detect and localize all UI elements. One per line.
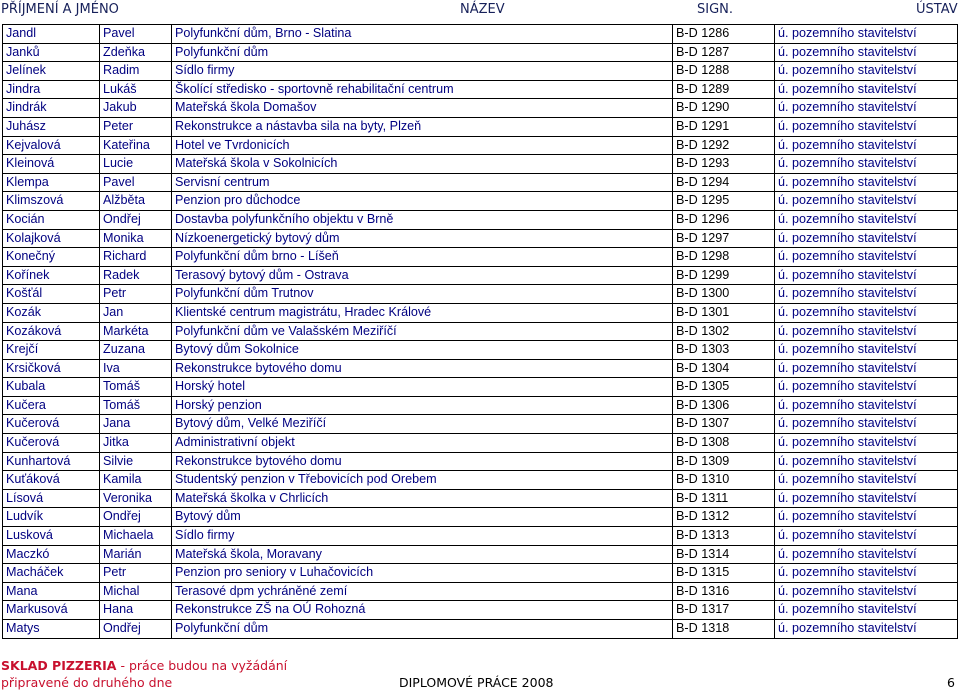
cell-first-name: Kateřina [100, 136, 172, 155]
cell-project-title: Mateřská školka v Chrlicích [172, 489, 673, 508]
cell-first-name: Jakub [100, 99, 172, 118]
cell-institute: ú. pozemního stavitelství [775, 173, 958, 192]
cell-surname: Kučerová [3, 415, 100, 434]
cell-project-title: Polyfunkční dům, Brno - Slatina [172, 25, 673, 44]
cell-institute: ú. pozemního stavitelství [775, 582, 958, 601]
cell-surname: Klempa [3, 173, 100, 192]
table-row [3, 117, 958, 136]
page-number: 6 [947, 675, 955, 690]
cell-surname: Jelínek [3, 62, 100, 81]
cell-signature: B-D 1287 [673, 43, 775, 62]
cell-institute: ú. pozemního stavitelství [775, 266, 958, 285]
cell-institute: ú. pozemního stavitelství [775, 489, 958, 508]
cell-signature: B-D 1310 [673, 471, 775, 490]
cell-first-name: Jan [100, 303, 172, 322]
table-row [3, 582, 958, 601]
cell-first-name: Michal [100, 582, 172, 601]
cell-institute: ú. pozemního stavitelství [775, 155, 958, 174]
cell-institute: ú. pozemního stavitelství [775, 564, 958, 583]
cell-surname: Jindrák [3, 99, 100, 118]
cell-signature: B-D 1316 [673, 582, 775, 601]
cell-first-name: Tomáš [100, 396, 172, 415]
cell-signature: B-D 1311 [673, 489, 775, 508]
cell-signature: B-D 1291 [673, 117, 775, 136]
cell-surname: Janků [3, 43, 100, 62]
cell-signature: B-D 1315 [673, 564, 775, 583]
cell-surname: Kunhartová [3, 452, 100, 471]
table-row [3, 378, 958, 397]
cell-project-title: Administrativní objekt [172, 434, 673, 453]
cell-project-title: Polyfunkční dům [172, 620, 673, 639]
table-row [3, 62, 958, 81]
table-row [3, 136, 958, 155]
thesis-register-table [2, 24, 958, 639]
cell-signature: B-D 1300 [673, 285, 775, 304]
cell-signature: B-D 1295 [673, 192, 775, 211]
cell-institute: ú. pozemního stavitelství [775, 620, 958, 639]
cell-signature: B-D 1290 [673, 99, 775, 118]
cell-signature: B-D 1299 [673, 266, 775, 285]
cell-surname: Kleinová [3, 155, 100, 174]
cell-institute: ú. pozemního stavitelství [775, 62, 958, 81]
cell-first-name: Petr [100, 285, 172, 304]
cell-surname: Matys [3, 620, 100, 639]
cell-project-title: Sídlo firmy [172, 527, 673, 546]
cell-project-title: Sídlo firmy [172, 62, 673, 81]
cell-surname: Kuťáková [3, 471, 100, 490]
cell-project-title: Mateřská škola v Sokolnicích [172, 155, 673, 174]
cell-first-name: Hana [100, 601, 172, 620]
cell-surname: Macháček [3, 564, 100, 583]
cell-project-title: Dostavba polyfunkčního objektu v Brně [172, 210, 673, 229]
cell-signature: B-D 1296 [673, 210, 775, 229]
cell-project-title: Penzion pro seniory v Luhačovicích [172, 564, 673, 583]
cell-signature: B-D 1297 [673, 229, 775, 248]
cell-first-name: Pavel [100, 25, 172, 44]
cell-institute: ú. pozemního stavitelství [775, 248, 958, 267]
cell-signature: B-D 1301 [673, 303, 775, 322]
cell-surname: Klimszová [3, 192, 100, 211]
table-row [3, 322, 958, 341]
cell-project-title: Horský hotel [172, 378, 673, 397]
cell-first-name: Marián [100, 545, 172, 564]
cell-institute: ú. pozemního stavitelství [775, 452, 958, 471]
table-row [3, 601, 958, 620]
cell-signature: B-D 1306 [673, 396, 775, 415]
cell-first-name: Radim [100, 62, 172, 81]
cell-institute: ú. pozemního stavitelství [775, 25, 958, 44]
table-row [3, 527, 958, 546]
cell-institute: ú. pozemního stavitelství [775, 601, 958, 620]
cell-surname: Košťál [3, 285, 100, 304]
cell-signature: B-D 1312 [673, 508, 775, 527]
cell-institute: ú. pozemního stavitelství [775, 229, 958, 248]
cell-surname: Lísová [3, 489, 100, 508]
cell-project-title: Polyfunkční dům brno - Líšeň [172, 248, 673, 267]
table-row [3, 99, 958, 118]
cell-project-title: Mateřská škola Domašov [172, 99, 673, 118]
cell-institute: ú. pozemního stavitelství [775, 136, 958, 155]
cell-surname: Konečný [3, 248, 100, 267]
footer-note-line2: připravené do druhého dne [1, 675, 173, 690]
cell-first-name: Markéta [100, 322, 172, 341]
cell-first-name: Iva [100, 359, 172, 378]
table-row [3, 489, 958, 508]
column-header-name: PŘÍJMENÍ A JMÉNO [1, 2, 119, 17]
cell-institute: ú. pozemního stavitelství [775, 378, 958, 397]
cell-first-name: Lucie [100, 155, 172, 174]
cell-surname: Kozák [3, 303, 100, 322]
table-row [3, 80, 958, 99]
footer-note-rest: - práce budou na vyžádání [116, 658, 288, 673]
footer-note-bold: SKLAD PIZZERIA [1, 658, 117, 673]
table-row [3, 303, 958, 322]
cell-institute: ú. pozemního stavitelství [775, 285, 958, 304]
cell-signature: B-D 1288 [673, 62, 775, 81]
table-row [3, 173, 958, 192]
cell-project-title: Servisní centrum [172, 173, 673, 192]
cell-institute: ú. pozemního stavitelství [775, 43, 958, 62]
cell-first-name: Kamila [100, 471, 172, 490]
cell-project-title: Terasové dpm ychráněné zemí [172, 582, 673, 601]
cell-signature: B-D 1314 [673, 545, 775, 564]
cell-institute: ú. pozemního stavitelství [775, 527, 958, 546]
cell-surname: Lusková [3, 527, 100, 546]
cell-project-title: Mateřská škola, Moravany [172, 545, 673, 564]
cell-signature: B-D 1309 [673, 452, 775, 471]
cell-signature: B-D 1305 [673, 378, 775, 397]
cell-first-name: Radek [100, 266, 172, 285]
cell-signature: B-D 1293 [673, 155, 775, 174]
cell-project-title: Nízkoenergetický bytový dům [172, 229, 673, 248]
cell-institute: ú. pozemního stavitelství [775, 303, 958, 322]
cell-first-name: Veronika [100, 489, 172, 508]
table-row [3, 434, 958, 453]
cell-project-title: Studentský penzion v Třebovicích pod Orebem [172, 471, 673, 490]
cell-institute: ú. pozemního stavitelství [775, 210, 958, 229]
cell-surname: Ludvík [3, 508, 100, 527]
cell-first-name: Petr [100, 564, 172, 583]
cell-first-name: Michaela [100, 527, 172, 546]
cell-surname: Kučera [3, 396, 100, 415]
cell-project-title: Polyfunkční dům ve Valašském Meziříčí [172, 322, 673, 341]
table-row [3, 248, 958, 267]
table-row [3, 155, 958, 174]
cell-first-name: Silvie [100, 452, 172, 471]
cell-first-name: Monika [100, 229, 172, 248]
cell-institute: ú. pozemního stavitelství [775, 508, 958, 527]
cell-first-name: Richard [100, 248, 172, 267]
table-row [3, 341, 958, 360]
table-row [3, 229, 958, 248]
cell-signature: B-D 1294 [673, 173, 775, 192]
cell-surname: Kučerová [3, 434, 100, 453]
table-row [3, 545, 958, 564]
cell-surname: Kubala [3, 378, 100, 397]
cell-signature: B-D 1317 [673, 601, 775, 620]
table-row [3, 471, 958, 490]
cell-signature: B-D 1308 [673, 434, 775, 453]
footer-note-line1 [1, 658, 287, 673]
cell-signature: B-D 1303 [673, 341, 775, 360]
cell-institute: ú. pozemního stavitelství [775, 80, 958, 99]
cell-surname: Jandl [3, 25, 100, 44]
cell-surname: Kořínek [3, 266, 100, 285]
cell-first-name: Ondřej [100, 210, 172, 229]
cell-project-title: Rekonstrukce ZŠ na OÚ Rohozná [172, 601, 673, 620]
cell-institute: ú. pozemního stavitelství [775, 471, 958, 490]
cell-project-title: Penzion pro důchodce [172, 192, 673, 211]
cell-project-title: Bytový dům Sokolnice [172, 341, 673, 360]
column-header-sign: SIGN. [697, 2, 734, 17]
cell-signature: B-D 1298 [673, 248, 775, 267]
cell-institute: ú. pozemního stavitelství [775, 434, 958, 453]
cell-first-name: Zdeňka [100, 43, 172, 62]
cell-institute: ú. pozemního stavitelství [775, 99, 958, 118]
cell-project-title: Rekonstrukce bytového domu [172, 359, 673, 378]
cell-first-name: Zuzana [100, 341, 172, 360]
table-row [3, 508, 958, 527]
cell-surname: Krsičková [3, 359, 100, 378]
cell-surname: Kolajková [3, 229, 100, 248]
cell-signature: B-D 1292 [673, 136, 775, 155]
table-row [3, 452, 958, 471]
table-row [3, 620, 958, 639]
cell-surname: Krejčí [3, 341, 100, 360]
cell-institute: ú. pozemního stavitelství [775, 415, 958, 434]
cell-surname: Maczkó [3, 545, 100, 564]
cell-signature: B-D 1302 [673, 322, 775, 341]
cell-surname: Kejvalová [3, 136, 100, 155]
cell-first-name: Jitka [100, 434, 172, 453]
cell-institute: ú. pozemního stavitelství [775, 545, 958, 564]
cell-project-title: Rekonstrukce a nástavba sila na byty, Plzeň [172, 117, 673, 136]
column-header-institute: ÚSTAV [916, 2, 958, 17]
table-row [3, 192, 958, 211]
cell-project-title: Horský penzion [172, 396, 673, 415]
cell-institute: ú. pozemního stavitelství [775, 322, 958, 341]
cell-first-name: Pavel [100, 173, 172, 192]
cell-first-name: Alžběta [100, 192, 172, 211]
cell-project-title: Rekonstrukce bytového domu [172, 452, 673, 471]
cell-signature: B-D 1286 [673, 25, 775, 44]
cell-surname: Kozáková [3, 322, 100, 341]
cell-signature: B-D 1289 [673, 80, 775, 99]
cell-first-name: Jana [100, 415, 172, 434]
cell-project-title: Polyfunkční dům [172, 43, 673, 62]
column-header-bar [0, 0, 960, 20]
cell-first-name: Ondřej [100, 508, 172, 527]
table-row [3, 359, 958, 378]
cell-surname: Kocián [3, 210, 100, 229]
cell-project-title: Klientské centrum magistrátu, Hradec Králové [172, 303, 673, 322]
cell-institute: ú. pozemního stavitelství [775, 396, 958, 415]
column-header-title: NÁZEV [460, 2, 505, 17]
table-body [3, 25, 958, 639]
cell-project-title: Bytový dům [172, 508, 673, 527]
cell-first-name: Ondřej [100, 620, 172, 639]
cell-project-title: Školící středisko - sportovně rehabilitační centrum [172, 80, 673, 99]
cell-first-name: Peter [100, 117, 172, 136]
cell-project-title: Hotel ve Tvrdonicích [172, 136, 673, 155]
page-footer [0, 654, 960, 692]
cell-surname: Mana [3, 582, 100, 601]
cell-project-title: Terasový bytový dům - Ostrava [172, 266, 673, 285]
cell-surname: Jindra [3, 80, 100, 99]
cell-institute: ú. pozemního stavitelství [775, 192, 958, 211]
cell-signature: B-D 1307 [673, 415, 775, 434]
table-row [3, 415, 958, 434]
table-row [3, 564, 958, 583]
table-row [3, 266, 958, 285]
cell-project-title: Polyfunkční dům Trutnov [172, 285, 673, 304]
cell-project-title: Bytový dům, Velké Meziříčí [172, 415, 673, 434]
table-row [3, 396, 958, 415]
cell-surname: Markusová [3, 601, 100, 620]
footer-document-title: DIPLOMOVÉ PRÁCE 2008 [399, 675, 554, 690]
table-row [3, 25, 958, 44]
table-row [3, 43, 958, 62]
cell-first-name: Tomáš [100, 378, 172, 397]
cell-surname: Juhász [3, 117, 100, 136]
table-row [3, 285, 958, 304]
cell-institute: ú. pozemního stavitelství [775, 117, 958, 136]
cell-first-name: Lukáš [100, 80, 172, 99]
cell-institute: ú. pozemního stavitelství [775, 359, 958, 378]
cell-signature: B-D 1313 [673, 527, 775, 546]
cell-signature: B-D 1318 [673, 620, 775, 639]
table-row [3, 210, 958, 229]
cell-institute: ú. pozemního stavitelství [775, 341, 958, 360]
cell-signature: B-D 1304 [673, 359, 775, 378]
